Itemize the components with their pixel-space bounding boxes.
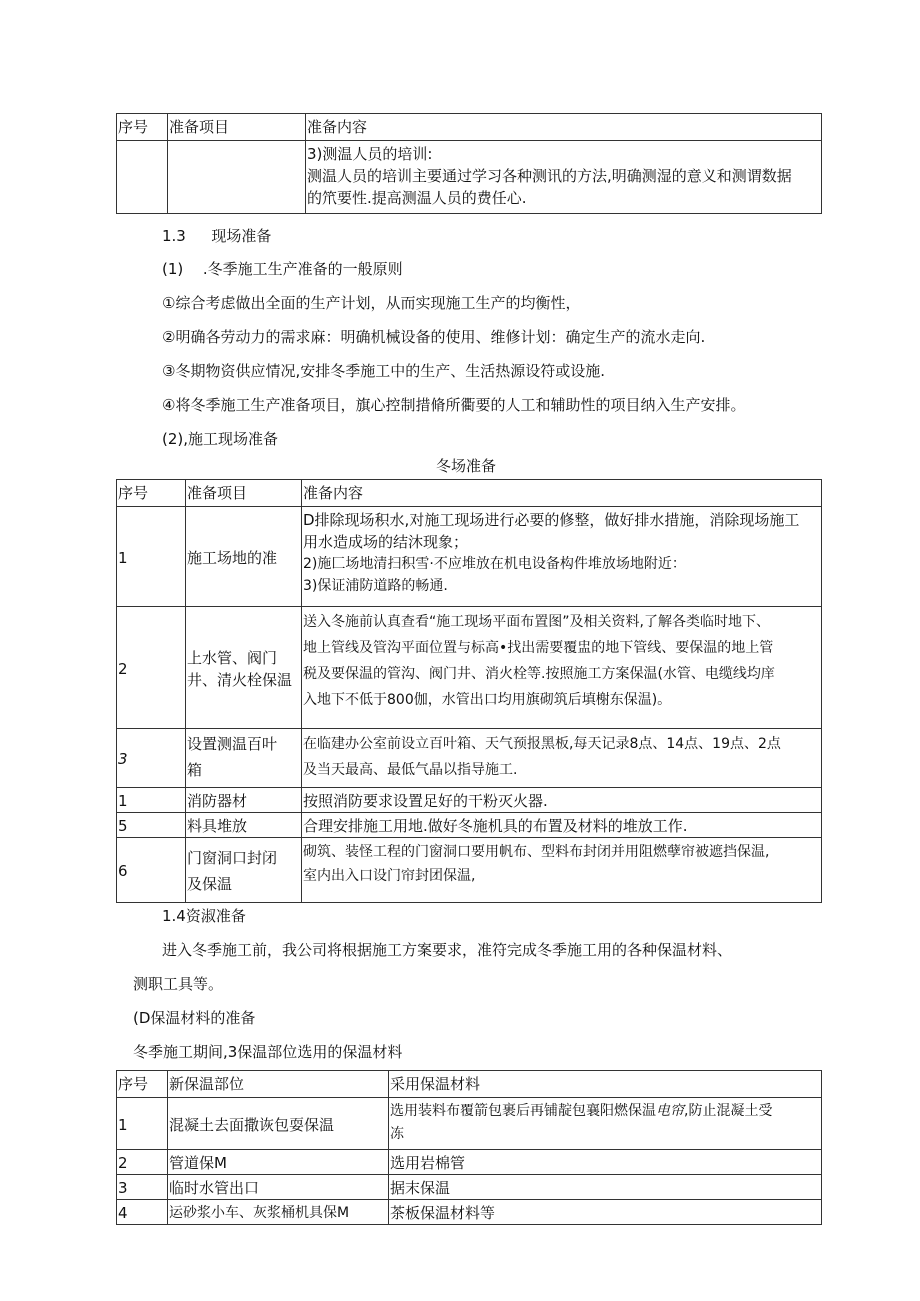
cell-part: 临时水管出口 — [168, 1175, 389, 1200]
table-row — [117, 141, 822, 214]
cell-item — [186, 838, 302, 903]
paragraph-line: 测职工具等。 — [133, 975, 224, 993]
table-row — [117, 1175, 822, 1200]
content-line: 税及要保温的管沟、阀门井、消火栓等.按照施工方案保温(水管、电缆线均庠 — [303, 666, 775, 682]
table-caption: 冬场准备 — [435, 457, 496, 475]
item-line: 井、清火栓保温 — [187, 670, 293, 689]
item-line: 门窗洞口封闭 — [187, 849, 278, 867]
cell-part: 混凝土去面撒诙包耍保温 — [168, 1098, 389, 1150]
cell-no: 2 — [117, 607, 186, 729]
section-number: 1.3 — [162, 227, 186, 245]
table-row — [117, 1098, 822, 1150]
section-heading-1-3 — [162, 226, 271, 246]
item-line: 及保温 — [187, 875, 233, 893]
paragraph-line: 进入冬季施工前，我公司将根据施工方案要求，准符完成冬季施工用的各种保温材料、 — [162, 941, 733, 959]
material-text: ,防止混凝土受 — [684, 1103, 773, 1119]
cell-material: 据末保温 — [389, 1175, 822, 1200]
cell-content — [302, 788, 822, 813]
content-line: 按照消防要求设置足好的干粉灭火器. — [303, 792, 548, 810]
content-line: D排除现场积水,对施工现场进行必要的修整，做好排水措施，消除现场施工 — [303, 511, 800, 529]
cell-content — [302, 607, 822, 729]
table-row — [117, 607, 822, 729]
insulation-materials-table — [116, 1070, 822, 1225]
content-line: 砌筑、装怪工程的门窗洞口要用帆布、型料布封闭并用阻燃孽帘被遮挡保温, — [303, 844, 770, 860]
site-preparation-table — [116, 479, 822, 903]
table-row — [117, 813, 822, 838]
cell-no: 5 — [117, 813, 186, 838]
cell-material: 茶板保温材料等 — [389, 1200, 822, 1225]
table-row — [117, 1150, 822, 1175]
item-line: 设置测温百叶 — [187, 735, 278, 753]
item-line: 消防器材 — [187, 792, 248, 810]
item-line: 施工场地的准 — [187, 548, 278, 567]
cell-no: 1 — [117, 788, 186, 813]
table-row — [117, 838, 822, 903]
content-line: 及当天最高、最低气晶以指导施工. — [303, 762, 518, 778]
cell-content — [302, 838, 822, 903]
header-cell-material: 采用保温材料 — [389, 1071, 822, 1098]
content-line: 合理安排施工用地.做好冬施机具的布置及材料的堆放工作. — [303, 817, 688, 835]
cell-no: 3 — [117, 729, 186, 788]
material-text: 选用装料布覆箭包裹后再铺靛包襄阳燃保温 — [390, 1103, 656, 1119]
table-continued — [116, 113, 822, 214]
cell-item — [186, 507, 302, 607]
header-cell-content: 准备内容 — [302, 480, 822, 507]
content-line: 3)保证浦防道路的畅通. — [303, 578, 448, 594]
table-header-row — [117, 1071, 822, 1098]
subsection-title: .冬季施工生产准备的一般原则 — [202, 260, 403, 278]
table-header-row — [117, 480, 822, 507]
subsection-heading-3: (D保温材料的准备 — [133, 1009, 256, 1027]
header-cell-no: 序号 — [117, 1071, 168, 1098]
cell-item — [186, 729, 302, 788]
cell-content — [302, 729, 822, 788]
content-line: 3)测温人员的培训: — [307, 145, 433, 163]
content-line: 测温人员的培训主要通过学习各种测讯的方法,明确测湿的意义和测谓数据 — [307, 167, 792, 185]
section-title: 现场准备 — [211, 227, 272, 245]
cell-no — [117, 141, 168, 214]
cell-item — [186, 788, 302, 813]
table-row — [117, 1200, 822, 1225]
cell-no: 3 — [117, 1175, 168, 1200]
table-header-row — [117, 114, 822, 141]
content-line: 2)施匚场地清扫积雪·不应堆放在机电设备构件堆放场地附近： — [303, 556, 686, 572]
content-line: 用水造成场的结沐现象； — [303, 533, 469, 551]
cell-no: 6 — [117, 838, 186, 903]
content-line: 入地下不低于800伽，水管出口均用旗砌筑后填榭东保温)。 — [303, 692, 672, 708]
header-cell-no: 序号 — [117, 114, 168, 141]
table-row — [117, 729, 822, 788]
cell-content — [302, 507, 822, 607]
item-line: 箱 — [187, 761, 203, 779]
material-text: 冻 — [390, 1126, 404, 1142]
cell-part: 管道保M — [168, 1150, 389, 1175]
cell-material — [389, 1098, 822, 1150]
cell-material: 选用岩棉管 — [389, 1150, 822, 1175]
content-line: 地上管线及管沟平面位置与标高•找出需要覆盅的地下管线、要保温的地上管 — [303, 640, 774, 656]
cell-content — [306, 141, 822, 214]
table-row — [117, 507, 822, 607]
subsection-number: (1) — [162, 260, 184, 278]
cell-no: 1 — [117, 507, 186, 607]
subsection-heading-1 — [162, 259, 403, 279]
principle-4: ④将冬季施工生产准备项目，旗心控制措脩所衢要的人工和辅助性的项目纳入生产安排。 — [162, 396, 746, 414]
content-line: 室内出入口设门帘封团保温, — [303, 868, 476, 884]
principle-2: ②明确各劳动力的需求麻：明确机械设备的使用、维修计划：确定生产的流水走向. — [162, 328, 706, 346]
content-line: 的笊要性.提高测温人员的费任心. — [307, 189, 527, 207]
item-line: 料具堆放 — [187, 817, 248, 835]
header-cell-no: 序号 — [117, 480, 186, 507]
principle-1: ①综合考虑做出全面的生产计划，从而实现施工生产的均衡性， — [162, 294, 581, 312]
cell-content — [302, 813, 822, 838]
table-intro: 冬季施工期间,3保温部位选用的保温材料 — [133, 1043, 403, 1061]
subsection-heading-2: (2),施工现场准备 — [162, 430, 279, 448]
header-cell-item: 准备项目 — [186, 480, 302, 507]
cell-no: 1 — [117, 1098, 168, 1150]
header-cell-part: 新保温部位 — [168, 1071, 389, 1098]
cell-item — [168, 141, 306, 214]
table-row — [117, 788, 822, 813]
cell-no: 2 — [117, 1150, 168, 1175]
section-heading-1-4: 1.4资淑准备 — [162, 907, 246, 925]
cell-no: 4 — [117, 1200, 168, 1225]
cell-item — [186, 607, 302, 729]
item-line: 上水管、阀门 — [187, 648, 278, 667]
principle-3: ③冬期物资供应情况,安排冬季施工中的生产、生活热源设符或设施. — [162, 362, 605, 380]
cell-item — [186, 813, 302, 838]
material-text-italic: 电帘 — [656, 1103, 684, 1119]
content-line: 送入冬施前认真查看“施工现场平面布置图”及相关资料,了解各类临时地下、 — [303, 614, 770, 630]
content-line: 在临建办公室前设立百叶箱、天气预报黑板,每天记录8点、14点、19点、2点 — [303, 736, 781, 752]
header-cell-item: 准备项目 — [168, 114, 306, 141]
cell-part: 运砂浆小车、灰浆桶机具保M — [168, 1200, 389, 1225]
header-cell-content: 准备内容 — [306, 114, 822, 141]
